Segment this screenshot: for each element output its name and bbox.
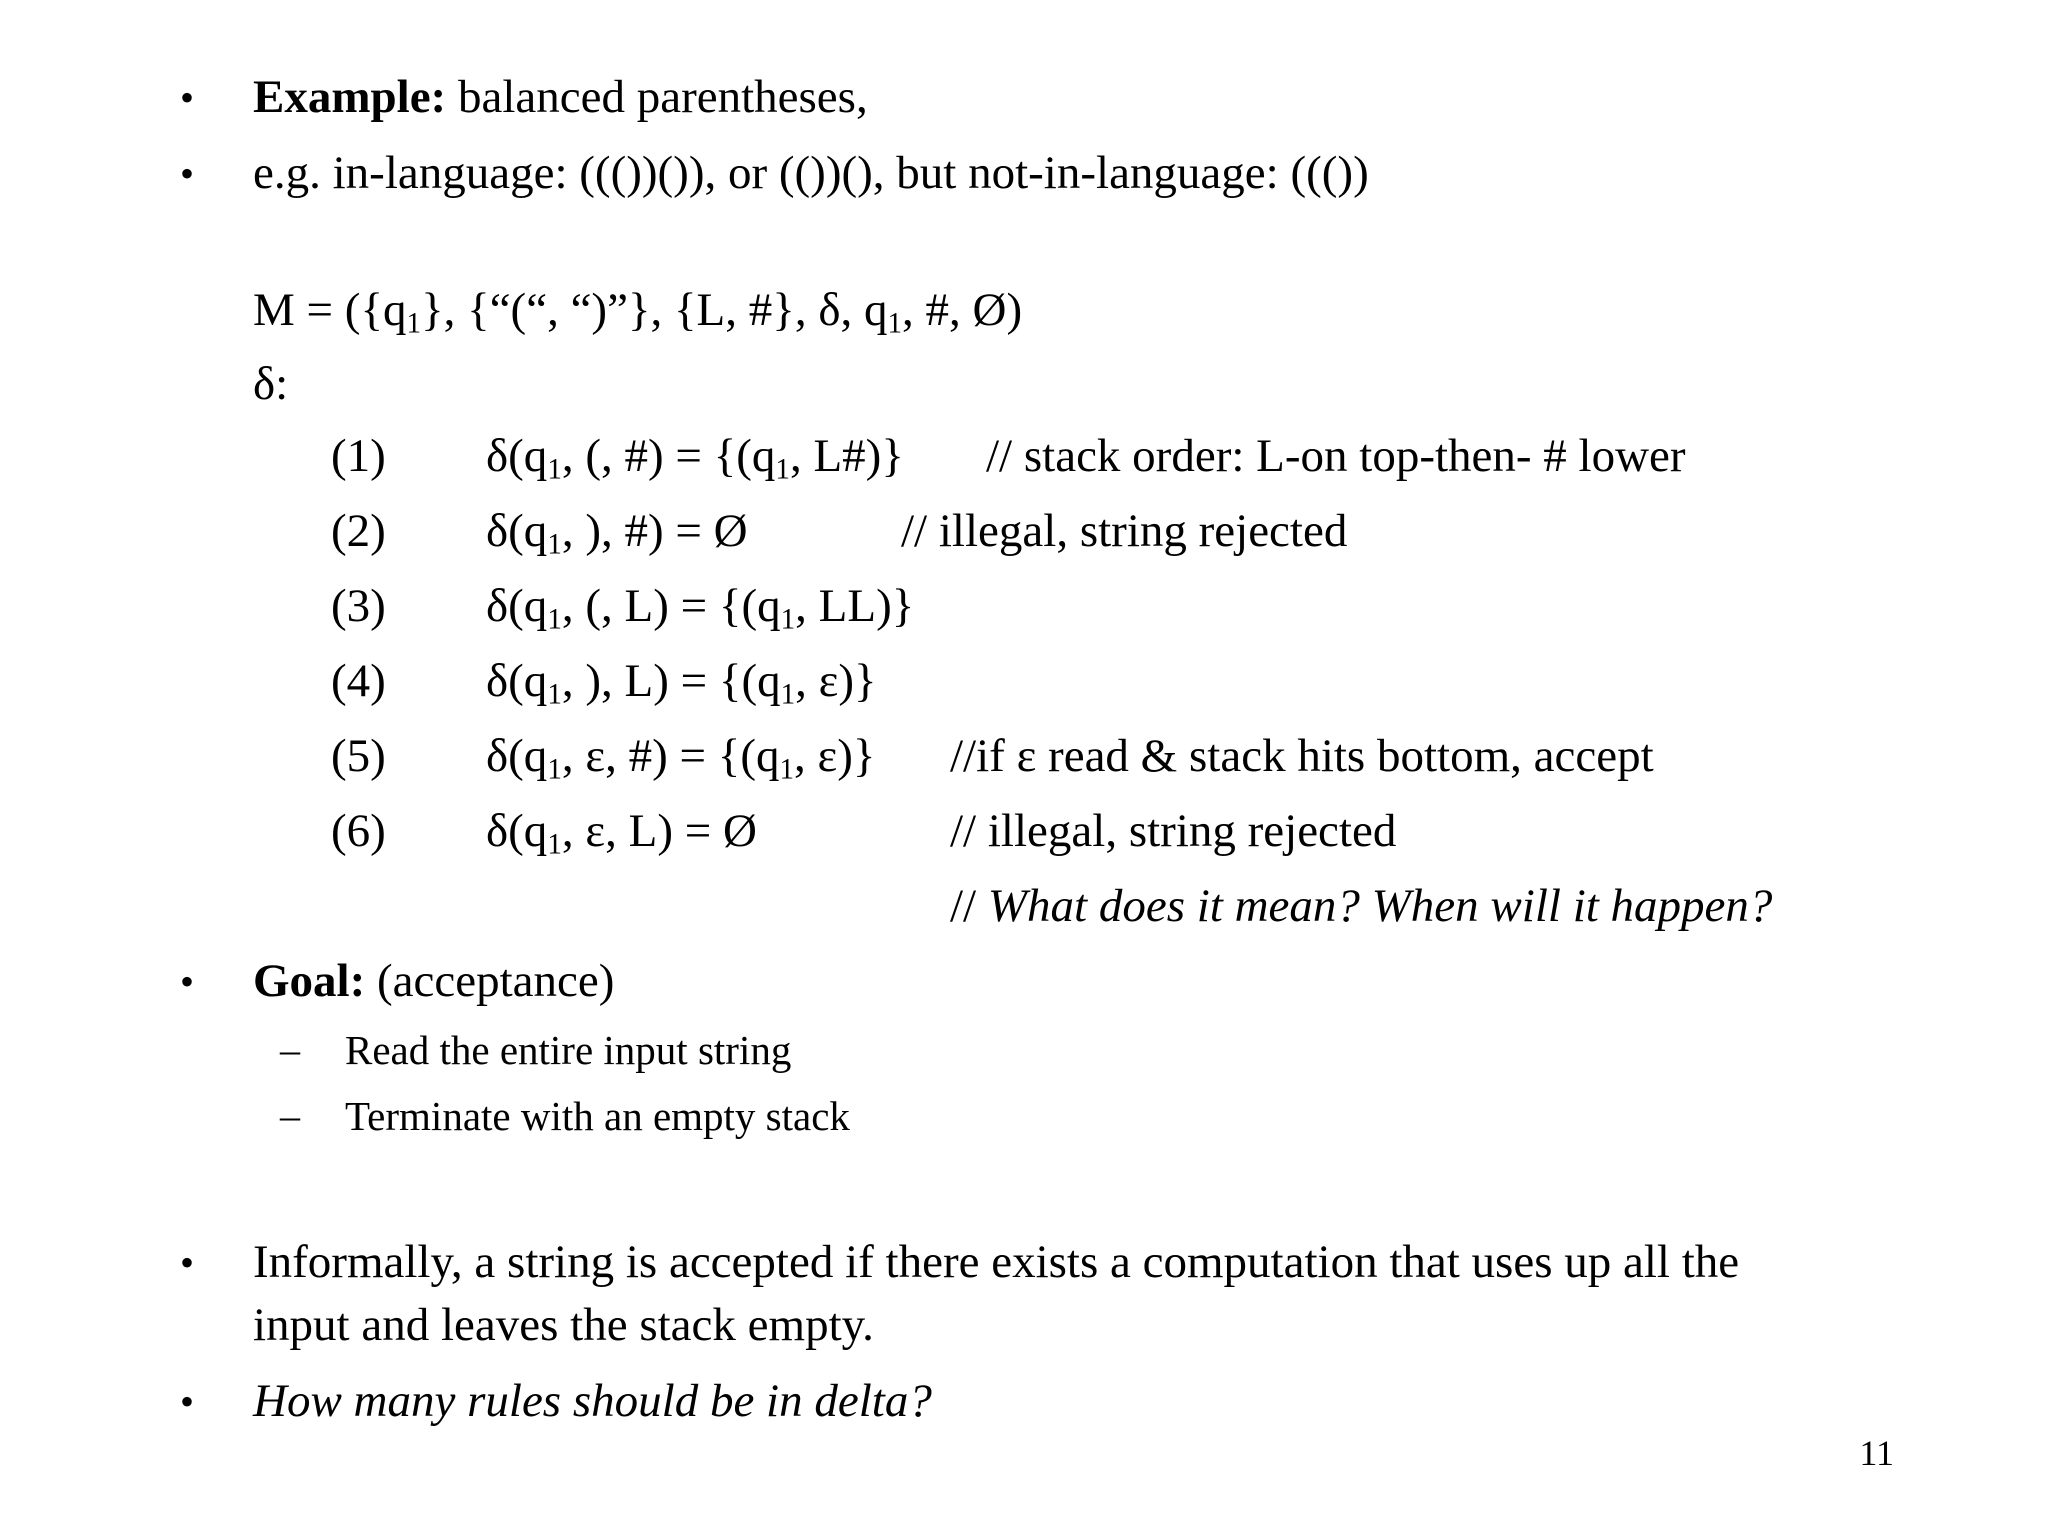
dash-icon: – [280, 1093, 300, 1138]
rule-number: (5) [331, 730, 386, 782]
rule-comment: // stack order: L-on top-then- # lower [986, 430, 1686, 482]
rule-expression: $\delta(q_1$, (, $L) = \{(q_1$, LL)} [486, 580, 915, 636]
goal-line [253, 955, 615, 1007]
bullet-icon: • [180, 75, 195, 120]
goal-text: (acceptance) [365, 955, 615, 1007]
rule-number: (6) [331, 805, 386, 857]
machine-definition: $M = (\{q_1\}$, {“(“, “)”}, {L, #}, δ, $q_1$, #, Ø) [253, 284, 1023, 340]
goal-item: Terminate with an empty stack [345, 1093, 850, 1139]
informal-line-1: Informally, a string is accepted if there exists a computation that uses up all the [253, 1236, 1740, 1288]
rule-expression: $\delta(q_1$, ε, L) = Ø [486, 805, 757, 861]
delta-label: δ: [253, 358, 289, 410]
dash-icon: – [280, 1027, 300, 1072]
rule-expression: $\delta(q_1$, ε, #) = {($q_1$, ε)} [486, 730, 876, 786]
rule-comment: // illegal, string rejected [950, 805, 1397, 857]
rule-number: (3) [331, 580, 386, 632]
bullet-icon: • [180, 1379, 195, 1424]
rule-comment: //if ε read & stack hits bottom, accept [950, 730, 1654, 782]
goal-label: Goal: [253, 955, 366, 1007]
rule-comment: // illegal, string rejected [901, 505, 1348, 557]
rule-number: (1) [331, 430, 386, 482]
example-label: Example: [253, 71, 447, 123]
eg-line: e.g. in-language: ((())()), or (())(), but not-in-language: ((()) [253, 147, 1369, 199]
rule-number: (4) [331, 655, 386, 707]
rule-number: (2) [331, 505, 386, 557]
page-number: 11 [1859, 1433, 1894, 1473]
goal-item: Read the entire input string [345, 1027, 792, 1073]
bullet-icon: • [180, 151, 195, 196]
rule-expression: $\delta(q_1$, (, #) = {($q_1$, L#)} [486, 430, 904, 486]
example-line [253, 71, 868, 123]
informal-line-2: input and leaves the stack empty. [253, 1299, 874, 1351]
question-comment: // What does it mean? When will it happen? [950, 880, 1773, 932]
rule-expression: $\delta(q_1$, ), #) = Ø [486, 505, 748, 561]
bullet-icon: • [180, 959, 195, 1004]
example-text: balanced parentheses, [446, 71, 868, 123]
last-question: How many rules should be in delta? [253, 1375, 932, 1427]
rule-expression: $\delta(q_1$, ), $L) = \{(q_1$, ε)} [486, 655, 877, 711]
bullet-icon: • [180, 1240, 195, 1285]
